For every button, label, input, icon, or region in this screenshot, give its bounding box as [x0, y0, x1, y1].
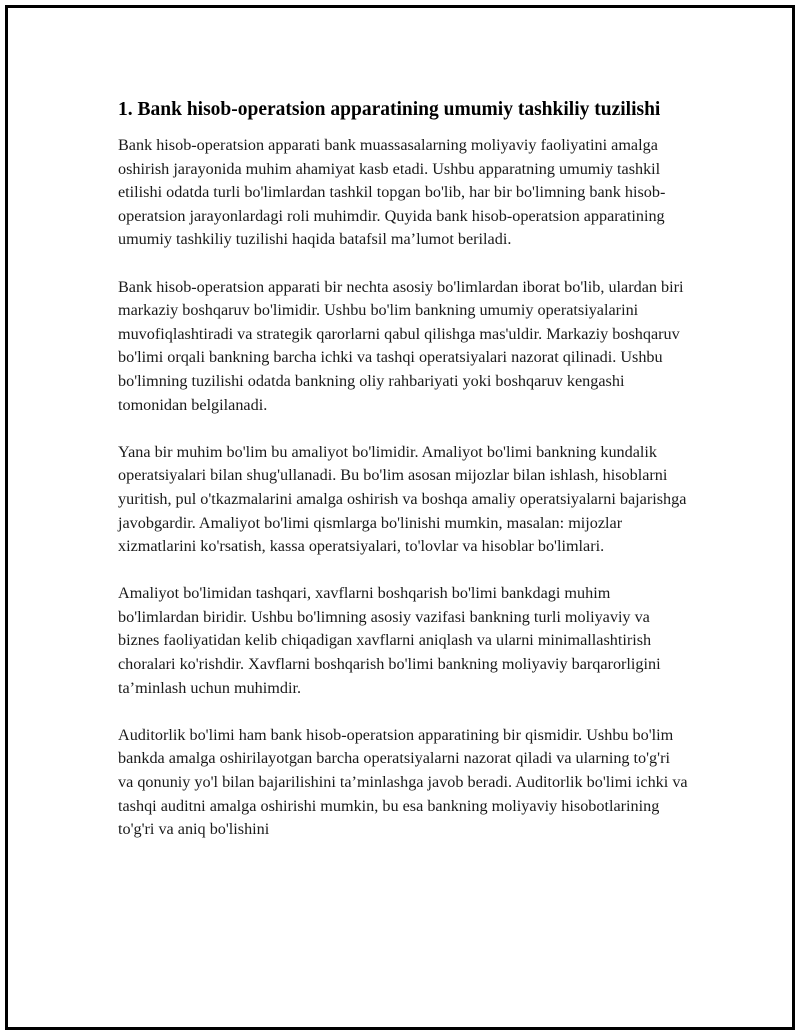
paragraph-intro: Bank hisob-operatsion apparati bank muassasalarning moliyaviy faoliyatini amalga oshirish jarayonida muhim ahamiyat kasb etadi. Ushbu apparatning umumiy tashkil etilishi odatda turli bo'limlardan tashkil topgan bo'lib, har bir bo'limning bank hisob-operatsion jarayonlardagi roli muhimdir. Quyida bank hisob-operatsion apparatining umumiy tashkiliy tuzilishi haqida batafsil ma’lumot beriladi.	[118, 136, 666, 249]
paragraph-central-management: Bank hisob-operatsion apparati bir nechta asosiy bo'limlardan iborat bo'lib, ulardan biri markaziy boshqaruv bo'limidir. Ushbu bo'lim bankning umumiy operatsiyalarini muvofiqlashtiradi va strategik qarorlarni qabul qilishga mas'uldir. Markaziy boshqaruv bo'limi orqali bankning barcha ichki va tashqi operatsiyalari nazorat qilinadi. Ushbu bo'limning tuzilishi odatda bankning oliy rahbariyati yoki boshqaruv kengashi tomonidan belgilanadi.	[118, 277, 684, 414]
paragraph-risk-management: Amaliyot bo'limidan tashqari, xavflarni boshqarish bo'limi bankdagi muhim bo'limlardan biridir. Ushbu bo'limning asosiy vazifasi bankning turli moliyaviy va biznes faoliyatidan kelib chiqadigan xavflarni aniqlash va ularni minimallashtirish choralari ko'rishdir. Xavflarni boshqarish bo'limi bankning moliyaviy barqarorligini ta’minlash uchun muhimdir.	[118, 584, 661, 697]
document-body	[118, 96, 688, 865]
paragraph-audit: Auditorlik bo'limi ham bank hisob-operatsion apparatining bir qismidir. Ushbu bo'lim bankda amalga oshirilayotgan barcha operatsiyalarni nazorat qiladi va ularning to'g'ri va qonuniy yo'l bilan bajarilishini ta’minlashga javob beradi. Auditorlik bo'limi ichki va tashqi auditni amalga oshirishi mumkin, bu esa bankning moliyaviy hisobotlarining to'g'ri va aniq bo'lishini	[118, 725, 688, 839]
section-heading: 1. Bank hisob-operatsion apparatining umumiy tashkiliy tuzilishi	[118, 99, 661, 120]
page-frame	[5, 5, 795, 1030]
paragraph-operations: Yana bir muhim bo'lim bu amaliyot bo'limidir. Amaliyot bo'limi bankning kundalik operatsiyalari bilan shug'ullanadi. Bu bo'lim asosan mijozlar bilan ishlash, hisoblarni yuritish, pul o'tkazmalarini amalga oshirish va boshqa amaliy operatsiyalarni bajarishga javobgardir. Amaliyot bo'limi qismlarga bo'linishi mumkin, masalan: mijozlar xizmatlarini ko'rsatish, kassa operatsiyalari, to'lovlar va hisoblar bo'limlari.	[118, 442, 687, 556]
